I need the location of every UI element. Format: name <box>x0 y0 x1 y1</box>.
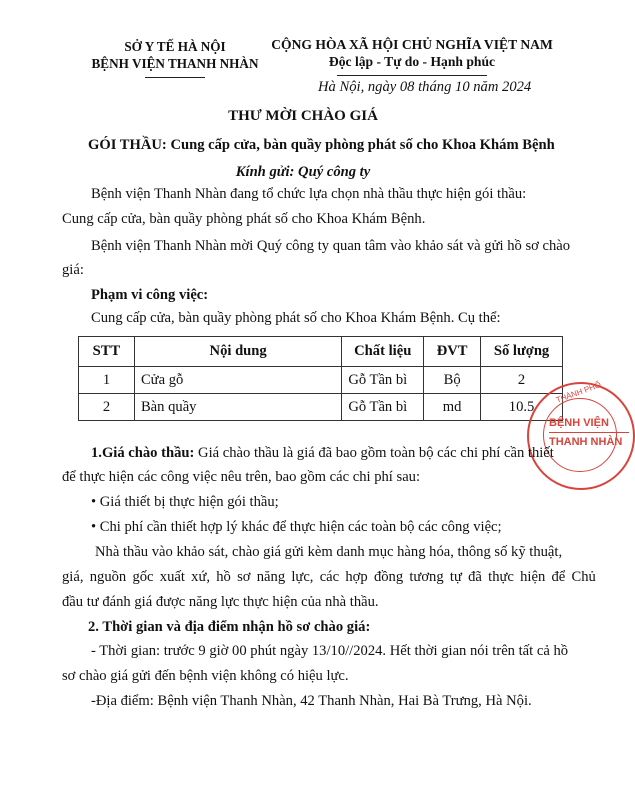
section1-para-line3: đầu tư đánh giá được năng lực thực hiện của nhà thầu. <box>62 594 379 610</box>
col-header-content: Nội dung <box>134 337 341 367</box>
section1-line2: để thực hiện các công việc nêu trên, bao gồm các chi phí sau: <box>62 469 421 485</box>
cell-quantity: 2 <box>481 367 563 394</box>
scope-text: Cung cấp cửa, bàn quầy phòng phát số cho Khoa Khám Bệnh. Cụ thể: <box>91 310 501 326</box>
package-text: Cung cấp cửa, bàn quầy phòng phát số cho Khoa Khám Bệnh <box>166 137 555 153</box>
place-date: Hà Nội, ngày 08 tháng 10 năm 2024 <box>318 79 532 95</box>
bullet-text: Giá thiết bị thực hiện gói thầu; <box>99 494 279 510</box>
intro-p1-line2: Cung cấp cửa, bàn quầy phòng phát số cho Khoa Khám Bệnh. <box>62 211 426 227</box>
work-items-table <box>78 336 563 421</box>
bullet-text: Chi phí cần thiết hợp lý khác để thực hiện các toàn bộ các công việc; <box>99 519 502 535</box>
package-line <box>88 137 555 154</box>
col-header-stt: STT <box>79 337 135 367</box>
cell-content: Cửa gỗ <box>134 367 341 394</box>
bullet-icon: • <box>91 519 97 535</box>
table-row <box>79 367 563 394</box>
motto-underline <box>337 75 487 76</box>
stamp-line1: BỆNH VIỆN <box>549 414 629 433</box>
intro-p2-line2: giá: <box>62 262 84 278</box>
greeting: Kính gửi: Quý công ty <box>235 164 371 180</box>
document-title: THƯ MỜI CHÀO GIÁ <box>228 108 378 124</box>
section2-time-line1: - Thời gian: trước 9 giờ 00 phút ngày 13/10//2024. Hết thời gian nói trên tất cả hồ <box>91 643 569 659</box>
issuer-block <box>70 38 280 78</box>
section2-time-line2: sơ chào giá gửi đến bệnh viện không có hiệu lực. <box>62 668 349 684</box>
col-header-quantity: Số lượng <box>481 337 563 367</box>
bullet-item <box>91 494 279 511</box>
cell-stt: 1 <box>79 367 135 394</box>
scope-heading: Phạm vi công việc: <box>91 287 209 303</box>
cell-material: Gỗ Tần bì <box>342 367 424 394</box>
section1-para-line1: Nhà thầu vào khảo sát, chào giá gửi kèm danh mục hàng hóa, thông số kỹ thuật, <box>95 544 563 560</box>
cell-content: Bàn quầy <box>134 394 341 421</box>
package-label: GÓI THẦU: <box>88 137 167 153</box>
bullet-icon: • <box>91 494 97 510</box>
stamp-arc-text: THÀNH PHỐ <box>554 380 603 405</box>
issuer-department: SỞ Y TẾ HÀ NỘI <box>124 39 226 54</box>
table-header-row <box>79 337 563 367</box>
section1-line1 <box>91 445 554 462</box>
cell-material: Gỗ Tần bì <box>342 394 424 421</box>
intro-p1-line1: Bệnh viện Thanh Nhàn đang tổ chức lựa chọn nhà thầu thực hiện gói thầu: <box>91 186 527 202</box>
national-motto-block <box>262 36 562 76</box>
section2-place: -Địa điểm: Bệnh viện Thanh Nhàn, 42 Thanh Nhàn, Hai Bà Trưng, Hà Nội. <box>91 693 532 709</box>
cell-quantity: 10.5 <box>481 394 563 421</box>
hospital-seal-stamp <box>527 382 635 490</box>
col-header-unit: ĐVT <box>424 337 481 367</box>
table-row <box>79 394 563 421</box>
section1-line1-text: Giá chào thầu là giá đã bao gồm toàn bộ các chi phí cần thiết <box>194 445 554 461</box>
cell-stt: 2 <box>79 394 135 421</box>
cell-unit: md <box>424 394 481 421</box>
intro-p2-line1: Bệnh viện Thanh Nhàn mời Quý công ty quan tâm vào khảo sát và gửi hồ sơ chào <box>91 238 571 254</box>
bullet-item <box>91 519 502 536</box>
section2-heading: 2. Thời gian và địa điểm nhận hồ sơ chào giá: <box>88 619 371 635</box>
stamp-line2: THANH NHÀN <box>549 436 623 448</box>
col-header-material: Chất liệu <box>342 337 424 367</box>
cell-unit: Bộ <box>424 367 481 394</box>
national-motto: Độc lập - Tự do - Hạnh phúc <box>328 54 496 69</box>
issuer-underline <box>145 77 205 78</box>
issuer-hospital: BỆNH VIỆN THANH NHÀN <box>91 56 259 71</box>
section1-heading: 1.Giá chào thầu: <box>91 445 195 461</box>
national-title: CỘNG HÒA XÃ HỘI CHỦ NGHĨA VIỆT NAM <box>271 37 553 52</box>
section1-para-line2: giá, nguồn gốc xuất xứ, hồ sơ năng lực, các hợp đồng tương tự đã thực hiện để Chủ <box>62 569 596 585</box>
